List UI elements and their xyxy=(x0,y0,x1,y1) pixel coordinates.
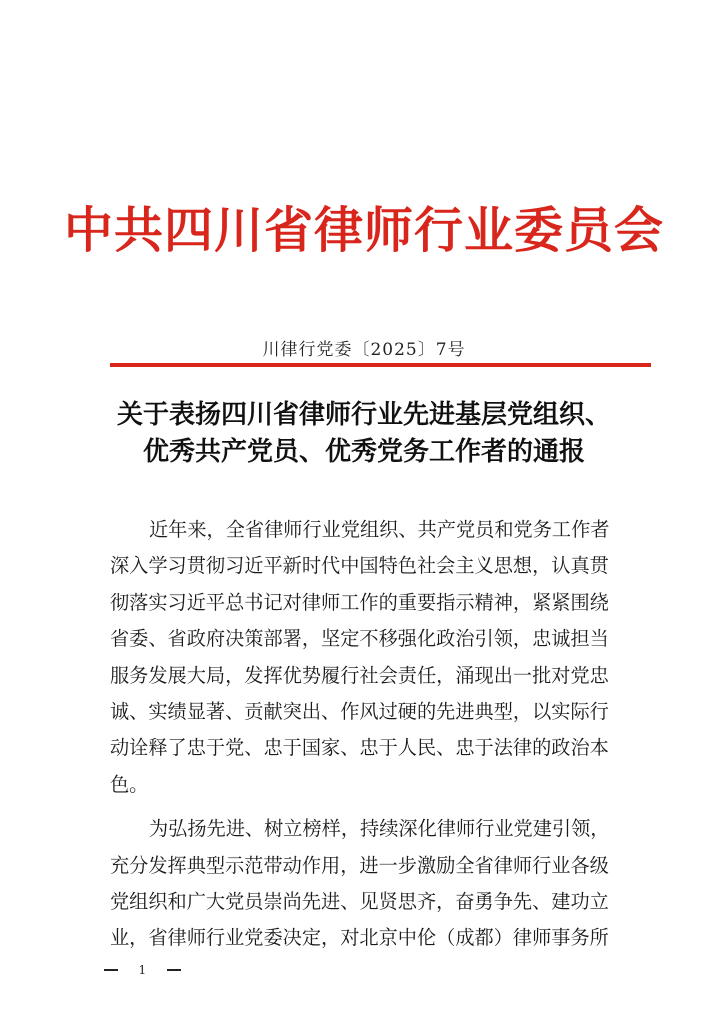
notice-title-line-1: 关于表扬四川省律师行业先进基层党组织、 xyxy=(116,400,611,430)
paragraph-line: 业，省律师行业党委决定，对北京中伦（成都）律师事务所 xyxy=(110,926,609,950)
notice-title xyxy=(0,397,728,471)
body-text xyxy=(110,512,630,965)
red-divider-line xyxy=(110,363,651,367)
paragraph-line: 党组织和广大党员崇尚先进、见贤思齐，奋勇争先、建功立 xyxy=(110,890,609,914)
paragraph-2 xyxy=(110,811,630,957)
page-number: 1 xyxy=(138,963,147,977)
notice-title-line-2: 优秀共产党员、优秀党务工作者的通报 xyxy=(142,437,585,467)
paragraph-line: 为弘扬先进、树立榜样，持续深化律师行业党建引领， xyxy=(149,817,610,841)
paragraph-line: 动诠释了忠于党、忠于国家、忠于人民、忠于法律的政治本 xyxy=(110,736,609,760)
document-number: 川律行党委〔2025〕7号 xyxy=(262,340,466,360)
organization-title: 中共四川省律师行业委员会 xyxy=(63,202,664,259)
page-number-footer xyxy=(104,962,181,978)
paragraph-line: 诚、实绩显著、贡献突出、作风过硬的先进典型，以实际行 xyxy=(110,700,609,724)
paragraph-1 xyxy=(110,512,630,803)
dash-right xyxy=(167,969,181,971)
paragraph-line: 充分发挥典型示范带动作用，进一步激励全省律师行业各级 xyxy=(110,853,609,877)
paragraph-line: 近年来，全省律师行业党组织、共产党员和党务工作者 xyxy=(149,518,610,541)
paragraph-line: 服务发展大局，发挥优势履行社会责任，涌现出一批对党忠 xyxy=(110,663,609,687)
paragraph-line: 深入学习贯彻习近平新时代中国特色社会主义思想，认真贯 xyxy=(110,554,609,578)
paragraph-line: 色。 xyxy=(110,772,149,796)
dash-left xyxy=(104,969,118,971)
paragraph-line: 彻落实习近平总书记对律师工作的重要指示精神，紧紧围绕 xyxy=(110,590,609,614)
paragraph-line: 省委、省政府决策部署，坚定不移强化政治引领，忠诚担当 xyxy=(110,627,609,651)
